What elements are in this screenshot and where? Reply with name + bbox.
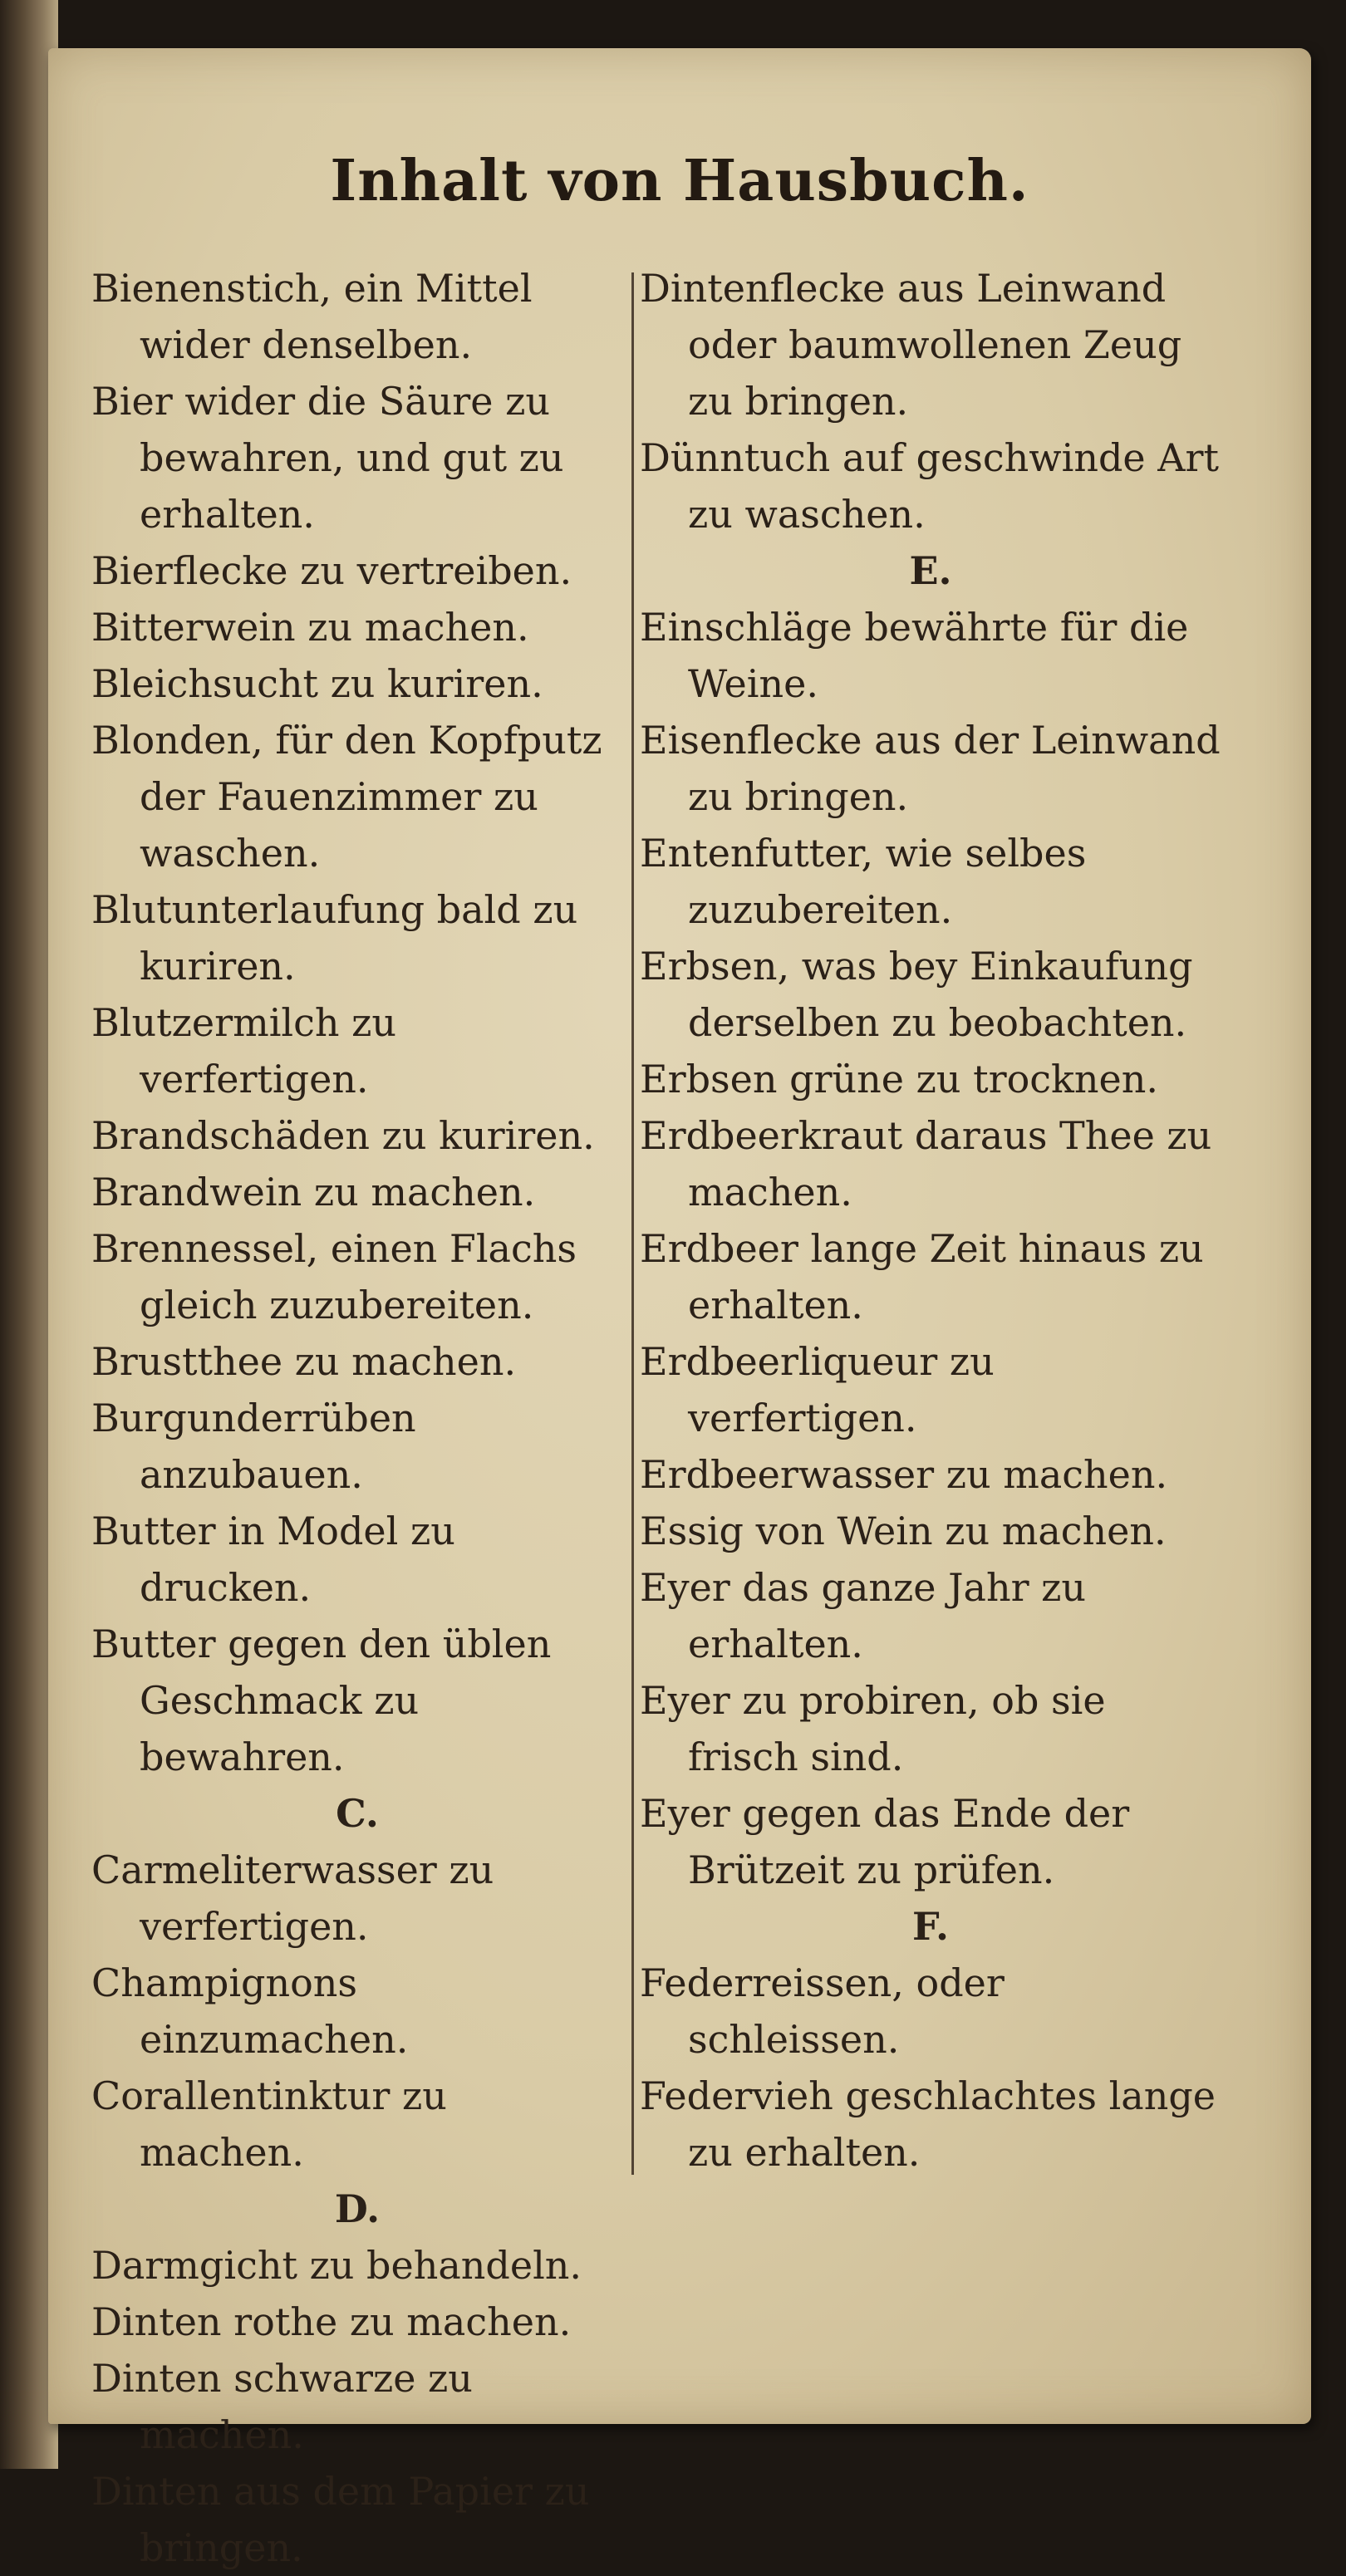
index-entry: Eyer das ganze Jahr zu erhalten.: [640, 1565, 1087, 1666]
index-entry: Blutunterlaufung bald zu kuriren.: [91, 887, 578, 989]
index-entry: Brustthee zu machen.: [91, 1339, 517, 1384]
index-entry: Eyer zu probiren, ob sie frisch sind.: [640, 1678, 1106, 1779]
index-entry: Erbsen grüne zu trocknen.: [640, 1057, 1159, 1102]
index-entry: Bierflecke zu vertreiben.: [91, 548, 572, 593]
index-entry: Burgunderrüben anzubauen.: [91, 1396, 416, 1497]
section-letter: E.: [909, 548, 952, 593]
section-letter: D.: [334, 2186, 381, 2231]
index-entry: Carmeliterwasser zu verfertigen.: [91, 1847, 494, 1949]
index-entry: Brandschäden zu kuriren.: [91, 1113, 595, 1158]
index-entry: Dünntuch auf geschwinde Art zu waschen.: [640, 435, 1219, 537]
index-entry: Bleichsucht zu kuriren.: [91, 661, 543, 706]
index-entry: Butter gegen den üblen Geschmack zu bewahren.: [91, 1622, 552, 1779]
left-column: [91, 260, 623, 2576]
section-letter: F.: [911, 1904, 950, 1949]
index-entry: Erdbeerwasser zu machen.: [640, 1452, 1168, 1497]
index-entry: Dinten rothe zu machen.: [91, 2299, 572, 2344]
index-entry: Erdbeer lange Zeit hinaus zu erhalten.: [640, 1226, 1204, 1327]
index-entry: Brandwein zu machen.: [91, 1170, 536, 1214]
index-entry: Champignons einzumachen.: [91, 1960, 409, 2062]
index-entry: Erdbeerkraut daraus Thee zu machen.: [640, 1113, 1212, 1214]
page-header: Inhalt von Hausbuch.: [330, 148, 1029, 214]
index-entry: Blonden, für den Kopfputz der Fauenzimmer zu waschen.: [91, 718, 602, 876]
index-entry: Eyer gegen das Ende der Brützeit zu prüfen.: [640, 1791, 1130, 1892]
index-entry: Dinten aus dem Papier zu bringen.: [91, 2469, 590, 2570]
index-entry: Butter in Model zu drucken.: [91, 1509, 455, 1610]
section-letter: C.: [336, 1791, 379, 1836]
index-entry: Bienenstich, ein Mittel wider denselben.: [91, 266, 533, 367]
index-entry: Entenfutter, wie selbes zuzubereiten.: [640, 831, 1087, 932]
index-entry: Essig von Wein zu machen.: [640, 1509, 1167, 1553]
index-entry: Blutzermilch zu verfertigen.: [91, 1000, 396, 1102]
index-entry: Bier wider die Säure zu bewahren, und gut zu erhalten.: [91, 379, 564, 537]
book-page: [48, 48, 1311, 2570]
index-entry: Einschläge bewährte für die Weine.: [640, 605, 1189, 706]
index-entry: Eisenflecke aus der Leinwand zu bringen.: [640, 718, 1221, 819]
index-entry: Erbsen, was bey Einkaufung derselben zu beobachten.: [640, 944, 1193, 1045]
index-entry: Erdbeerliqueur zu verfertigen.: [640, 1339, 995, 1440]
index-entry: Federreissen, oder schleissen.: [640, 1960, 1005, 2062]
index-entry: Brennessel, einen Flachs gleich zuzubereiten.: [91, 1226, 577, 1327]
index-entry: Darmgicht zu behandeln.: [91, 2243, 582, 2288]
index-entry: Federvieh geschlachtes lange zu erhalten.: [640, 2073, 1216, 2175]
column-divider: [631, 272, 634, 2175]
index-entry: Dintenflecke aus Leinwand oder baumwollenen Zeug zu bringen.: [640, 266, 1182, 424]
index-entry: Dinten schwarze zu machen.: [91, 2356, 473, 2457]
index-entry: Corallentinktur zu machen.: [91, 2073, 447, 2175]
right-column: [640, 260, 1221, 2181]
index-entry: Bitterwein zu machen.: [91, 605, 529, 650]
